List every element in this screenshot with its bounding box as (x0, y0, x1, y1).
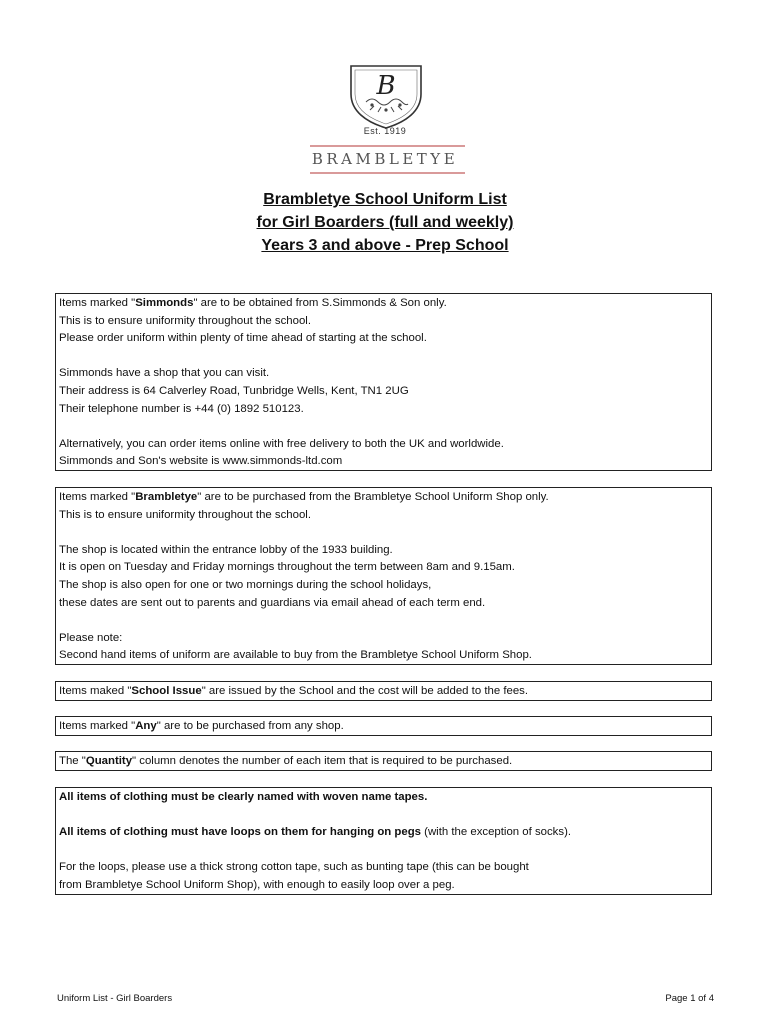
svg-text:B: B (376, 71, 396, 101)
quantity-info-box (55, 751, 712, 771)
box-line: All items of clothing must be clearly named with woven name tapes. (59, 791, 428, 803)
footer-document-title: Uniform List - Girl Boarders (57, 993, 173, 1004)
footer-page-number: Page 1 of 4 (665, 993, 714, 1004)
box-line: Simmonds and Son's website is www.simmonds-ltd.com (59, 455, 343, 468)
box-line: The "Quantity" column denotes the number of each item that is required to be purchased. (59, 755, 513, 767)
box-line: Their address is 64 Calverley Road, Tunbridge Wells, Kent, TN1 2UG (59, 384, 409, 397)
box-line: Items maked "School Issue" are issued by the School and the cost will be added to the fees. (59, 685, 529, 697)
brand-rule-bottom (310, 172, 465, 174)
box-line: Their telephone number is +44 (0) 1892 510123. (59, 402, 304, 415)
box-line: Alternatively, you can order items online with free delivery to both the UK and worldwide. (59, 437, 504, 450)
box-line: Please note: (59, 631, 123, 644)
box-line: The shop is also open for one or two mornings during the school holidays, (59, 578, 432, 591)
box-line: Please order uniform within plenty of time ahead of starting at the school. (59, 332, 427, 345)
brand-rule-top (310, 145, 465, 147)
brambletye-shop-info-box (55, 487, 712, 665)
box-line: It is open on Tuesday and Friday mornings throughout the term between 8am and 9.15am. (59, 561, 515, 574)
name-tapes-info-box (55, 787, 712, 895)
page-title-line-1: Brambletye School Uniform List (263, 191, 507, 208)
simmonds-info-box (55, 293, 712, 471)
page-title-line-3: Years 3 and above - Prep School (261, 237, 509, 254)
box-line: Simmonds have a shop that you can visit. (59, 367, 270, 380)
box-line: For the loops, please use a thick strong cotton tape, such as bunting tape (this can be bought (59, 861, 529, 874)
box-line: This is to ensure uniformity throughout the school. (59, 508, 311, 521)
box-line: Second hand items of uniform are available to buy from the Brambletye School Uniform Shop. (59, 649, 532, 662)
page-title-line-2: for Girl Boarders (full and weekly) (256, 214, 514, 231)
box-line: This is to ensure uniformity throughout the school. (59, 314, 311, 327)
box-line: The shop is located within the entrance lobby of the 1933 building. (59, 543, 393, 556)
box-line: Items marked "Simmonds" are to be obtained from S.Simmonds & Son only. (59, 297, 447, 309)
box-line: from Brambletye School Uniform Shop), with enough to easily loop over a peg. (59, 878, 455, 891)
any-shop-info-box (55, 716, 712, 736)
box-line: All items of clothing must have loops on them for hanging on pegs (with the exception of socks). (59, 826, 572, 839)
school-crest-logo (348, 64, 424, 130)
box-line: Items marked "Brambletye" are to be purchased from the Brambletye School Uniform Shop only. (59, 491, 549, 503)
school-issue-info-box (55, 681, 712, 701)
brand-name: BRAMBLETYE (311, 150, 459, 168)
established-year: Est. 1919 (363, 126, 407, 136)
box-line: these dates are sent out to parents and guardians via email ahead of each term end. (59, 596, 486, 609)
box-line: Items marked "Any" are to be purchased from any shop. (59, 720, 344, 732)
